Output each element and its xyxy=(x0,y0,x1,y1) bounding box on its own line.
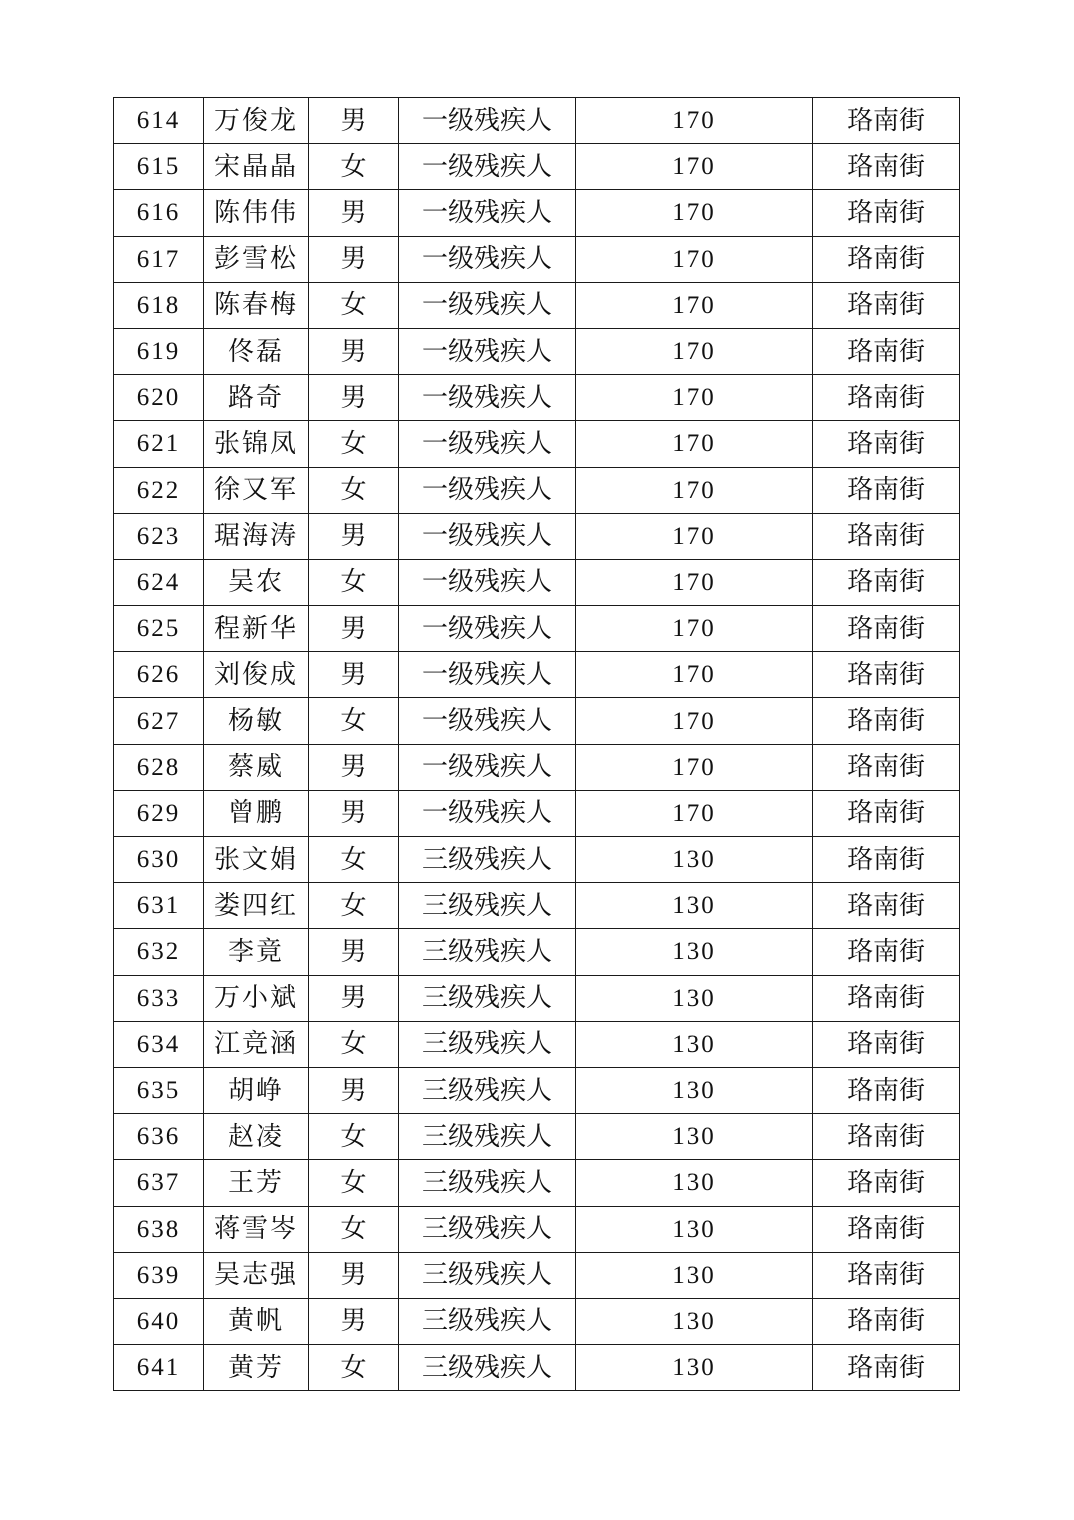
street-cell: 珞南街 xyxy=(813,236,960,282)
row-number-cell: 633 xyxy=(114,975,204,1021)
street-cell: 珞南街 xyxy=(813,1252,960,1298)
gender-cell: 男 xyxy=(309,98,399,144)
row-number-cell: 632 xyxy=(114,929,204,975)
row-number-cell: 637 xyxy=(114,1160,204,1206)
gender-cell: 男 xyxy=(309,190,399,236)
person-name-cell: 佟磊 xyxy=(204,328,309,374)
subsidy-amount-cell: 170 xyxy=(576,421,813,467)
subsidy-amount-cell: 130 xyxy=(576,1021,813,1067)
gender-cell: 男 xyxy=(309,975,399,1021)
person-name-cell: 陈伟伟 xyxy=(204,190,309,236)
person-name-cell: 黄芳 xyxy=(204,1345,309,1391)
disability-level-cell: 三级残疾人 xyxy=(399,1160,576,1206)
subsidy-amount-cell: 170 xyxy=(576,790,813,836)
row-number-cell: 629 xyxy=(114,790,204,836)
gender-cell: 女 xyxy=(309,144,399,190)
row-number-cell: 617 xyxy=(114,236,204,282)
disability-level-cell: 三级残疾人 xyxy=(399,1345,576,1391)
disability-level-cell: 三级残疾人 xyxy=(399,975,576,1021)
gender-cell: 男 xyxy=(309,328,399,374)
subsidy-amount-cell: 130 xyxy=(576,1160,813,1206)
person-name-cell: 吴农 xyxy=(204,559,309,605)
street-cell: 珞南街 xyxy=(813,1114,960,1160)
person-name-cell: 曾鹏 xyxy=(204,790,309,836)
subsidy-amount-cell: 170 xyxy=(576,375,813,421)
gender-cell: 男 xyxy=(309,236,399,282)
street-cell: 珞南街 xyxy=(813,1298,960,1344)
row-number-cell: 626 xyxy=(114,652,204,698)
subsidy-amount-cell: 170 xyxy=(576,236,813,282)
table-row xyxy=(114,1252,960,1298)
gender-cell: 男 xyxy=(309,513,399,559)
person-name-cell: 徐又军 xyxy=(204,467,309,513)
subsidy-amount-cell: 130 xyxy=(576,1114,813,1160)
gender-cell: 女 xyxy=(309,559,399,605)
subsidy-amount-cell: 130 xyxy=(576,1252,813,1298)
row-number-cell: 620 xyxy=(114,375,204,421)
person-name-cell: 刘俊成 xyxy=(204,652,309,698)
row-number-cell: 627 xyxy=(114,698,204,744)
person-name-cell: 张文娟 xyxy=(204,837,309,883)
table-row xyxy=(114,744,960,790)
row-number-cell: 639 xyxy=(114,1252,204,1298)
row-number-cell: 621 xyxy=(114,421,204,467)
subsidy-amount-cell: 170 xyxy=(576,698,813,744)
row-number-cell: 616 xyxy=(114,190,204,236)
table-row xyxy=(114,282,960,328)
table-row xyxy=(114,929,960,975)
subsidy-amount-cell: 130 xyxy=(576,975,813,1021)
person-name-cell: 赵凌 xyxy=(204,1114,309,1160)
gender-cell: 男 xyxy=(309,375,399,421)
table-row xyxy=(114,883,960,929)
disability-level-cell: 三级残疾人 xyxy=(399,1021,576,1067)
person-name-cell: 万俊龙 xyxy=(204,98,309,144)
subsidy-amount-cell: 170 xyxy=(576,282,813,328)
row-number-cell: 618 xyxy=(114,282,204,328)
gender-cell: 男 xyxy=(309,606,399,652)
street-cell: 珞南街 xyxy=(813,837,960,883)
table-row xyxy=(114,1206,960,1252)
street-cell: 珞南街 xyxy=(813,698,960,744)
street-cell: 珞南街 xyxy=(813,1345,960,1391)
table-row xyxy=(114,98,960,144)
street-cell: 珞南街 xyxy=(813,1021,960,1067)
subsidy-amount-cell: 130 xyxy=(576,1345,813,1391)
disability-level-cell: 三级残疾人 xyxy=(399,1206,576,1252)
disability-level-cell: 三级残疾人 xyxy=(399,1298,576,1344)
gender-cell: 女 xyxy=(309,837,399,883)
subsidy-amount-cell: 130 xyxy=(576,929,813,975)
person-name-cell: 程新华 xyxy=(204,606,309,652)
gender-cell: 女 xyxy=(309,1160,399,1206)
disability-level-cell: 一级残疾人 xyxy=(399,282,576,328)
row-number-cell: 619 xyxy=(114,328,204,374)
disability-level-cell: 三级残疾人 xyxy=(399,1067,576,1113)
disability-level-cell: 一级残疾人 xyxy=(399,467,576,513)
roster-table xyxy=(113,97,960,1391)
row-number-cell: 640 xyxy=(114,1298,204,1344)
disability-level-cell: 一级残疾人 xyxy=(399,328,576,374)
table-row xyxy=(114,975,960,1021)
disability-level-cell: 一级残疾人 xyxy=(399,606,576,652)
subsidy-amount-cell: 130 xyxy=(576,1067,813,1113)
disability-level-cell: 一级残疾人 xyxy=(399,375,576,421)
row-number-cell: 614 xyxy=(114,98,204,144)
disability-level-cell: 一级残疾人 xyxy=(399,790,576,836)
street-cell: 珞南街 xyxy=(813,929,960,975)
gender-cell: 男 xyxy=(309,1252,399,1298)
subsidy-amount-cell: 130 xyxy=(576,1298,813,1344)
row-number-cell: 641 xyxy=(114,1345,204,1391)
disability-level-cell: 一级残疾人 xyxy=(399,98,576,144)
street-cell: 珞南街 xyxy=(813,606,960,652)
street-cell: 珞南街 xyxy=(813,144,960,190)
person-name-cell: 胡峥 xyxy=(204,1067,309,1113)
person-name-cell: 王芳 xyxy=(204,1160,309,1206)
disability-level-cell: 一级残疾人 xyxy=(399,698,576,744)
disability-level-cell: 一级残疾人 xyxy=(399,559,576,605)
street-cell: 珞南街 xyxy=(813,328,960,374)
subsidy-amount-cell: 130 xyxy=(576,883,813,929)
gender-cell: 男 xyxy=(309,929,399,975)
disability-level-cell: 一级残疾人 xyxy=(399,652,576,698)
gender-cell: 女 xyxy=(309,698,399,744)
street-cell: 珞南街 xyxy=(813,421,960,467)
disability-level-cell: 一级残疾人 xyxy=(399,144,576,190)
gender-cell: 女 xyxy=(309,1345,399,1391)
table-row xyxy=(114,467,960,513)
person-name-cell: 宋晶晶 xyxy=(204,144,309,190)
person-name-cell: 琚海涛 xyxy=(204,513,309,559)
table-row xyxy=(114,837,960,883)
street-cell: 珞南街 xyxy=(813,513,960,559)
subsidy-amount-cell: 170 xyxy=(576,606,813,652)
row-number-cell: 622 xyxy=(114,467,204,513)
subsidy-amount-cell: 170 xyxy=(576,513,813,559)
subsidy-amount-cell: 170 xyxy=(576,144,813,190)
gender-cell: 男 xyxy=(309,1067,399,1113)
disability-level-cell: 一级残疾人 xyxy=(399,744,576,790)
person-name-cell: 陈春梅 xyxy=(204,282,309,328)
row-number-cell: 631 xyxy=(114,883,204,929)
disability-level-cell: 三级残疾人 xyxy=(399,1114,576,1160)
table-row xyxy=(114,1345,960,1391)
street-cell: 珞南街 xyxy=(813,975,960,1021)
person-name-cell: 路奇 xyxy=(204,375,309,421)
street-cell: 珞南街 xyxy=(813,375,960,421)
street-cell: 珞南街 xyxy=(813,98,960,144)
subsidy-amount-cell: 170 xyxy=(576,744,813,790)
gender-cell: 女 xyxy=(309,467,399,513)
table-row xyxy=(114,190,960,236)
row-number-cell: 634 xyxy=(114,1021,204,1067)
table-row xyxy=(114,1114,960,1160)
disability-level-cell: 一级残疾人 xyxy=(399,190,576,236)
street-cell: 珞南街 xyxy=(813,1160,960,1206)
row-number-cell: 628 xyxy=(114,744,204,790)
gender-cell: 女 xyxy=(309,883,399,929)
disability-level-cell: 三级残疾人 xyxy=(399,1252,576,1298)
street-cell: 珞南街 xyxy=(813,559,960,605)
person-name-cell: 李竟 xyxy=(204,929,309,975)
table-row xyxy=(114,328,960,374)
subsidy-amount-cell: 170 xyxy=(576,652,813,698)
gender-cell: 女 xyxy=(309,1114,399,1160)
row-number-cell: 638 xyxy=(114,1206,204,1252)
table-row xyxy=(114,513,960,559)
gender-cell: 男 xyxy=(309,744,399,790)
person-name-cell: 娄四红 xyxy=(204,883,309,929)
disability-level-cell: 三级残疾人 xyxy=(399,837,576,883)
roster-body xyxy=(114,98,960,1391)
subsidy-amount-cell: 130 xyxy=(576,837,813,883)
street-cell: 珞南街 xyxy=(813,883,960,929)
person-name-cell: 万小斌 xyxy=(204,975,309,1021)
table-row xyxy=(114,698,960,744)
street-cell: 珞南街 xyxy=(813,1206,960,1252)
gender-cell: 女 xyxy=(309,1206,399,1252)
subsidy-amount-cell: 170 xyxy=(576,467,813,513)
row-number-cell: 630 xyxy=(114,837,204,883)
street-cell: 珞南街 xyxy=(813,1067,960,1113)
table-row xyxy=(114,1160,960,1206)
person-name-cell: 彭雪松 xyxy=(204,236,309,282)
table-row xyxy=(114,1298,960,1344)
gender-cell: 男 xyxy=(309,652,399,698)
person-name-cell: 杨敏 xyxy=(204,698,309,744)
person-name-cell: 黄帆 xyxy=(204,1298,309,1344)
table-row xyxy=(114,559,960,605)
row-number-cell: 635 xyxy=(114,1067,204,1113)
table-row xyxy=(114,236,960,282)
table-row xyxy=(114,1067,960,1113)
subsidy-amount-cell: 130 xyxy=(576,1206,813,1252)
street-cell: 珞南街 xyxy=(813,744,960,790)
person-name-cell: 张锦凤 xyxy=(204,421,309,467)
person-name-cell: 江竞涵 xyxy=(204,1021,309,1067)
gender-cell: 男 xyxy=(309,1298,399,1344)
row-number-cell: 624 xyxy=(114,559,204,605)
street-cell: 珞南街 xyxy=(813,467,960,513)
table-row xyxy=(114,790,960,836)
table-row xyxy=(114,652,960,698)
disability-level-cell: 三级残疾人 xyxy=(399,929,576,975)
gender-cell: 女 xyxy=(309,282,399,328)
street-cell: 珞南街 xyxy=(813,652,960,698)
person-name-cell: 蔡威 xyxy=(204,744,309,790)
disability-level-cell: 一级残疾人 xyxy=(399,236,576,282)
table-row xyxy=(114,606,960,652)
table-row xyxy=(114,375,960,421)
row-number-cell: 636 xyxy=(114,1114,204,1160)
table-row xyxy=(114,1021,960,1067)
gender-cell: 男 xyxy=(309,790,399,836)
row-number-cell: 615 xyxy=(114,144,204,190)
subsidy-amount-cell: 170 xyxy=(576,559,813,605)
person-name-cell: 蒋雪岑 xyxy=(204,1206,309,1252)
disability-level-cell: 一级残疾人 xyxy=(399,513,576,559)
row-number-cell: 623 xyxy=(114,513,204,559)
street-cell: 珞南街 xyxy=(813,282,960,328)
disability-level-cell: 一级残疾人 xyxy=(399,421,576,467)
subsidy-amount-cell: 170 xyxy=(576,190,813,236)
table-row xyxy=(114,421,960,467)
subsidy-amount-cell: 170 xyxy=(576,98,813,144)
gender-cell: 女 xyxy=(309,1021,399,1067)
subsidy-amount-cell: 170 xyxy=(576,328,813,374)
street-cell: 珞南街 xyxy=(813,790,960,836)
street-cell: 珞南街 xyxy=(813,190,960,236)
row-number-cell: 625 xyxy=(114,606,204,652)
person-name-cell: 吴志强 xyxy=(204,1252,309,1298)
disability-level-cell: 三级残疾人 xyxy=(399,883,576,929)
gender-cell: 女 xyxy=(309,421,399,467)
table-row xyxy=(114,144,960,190)
